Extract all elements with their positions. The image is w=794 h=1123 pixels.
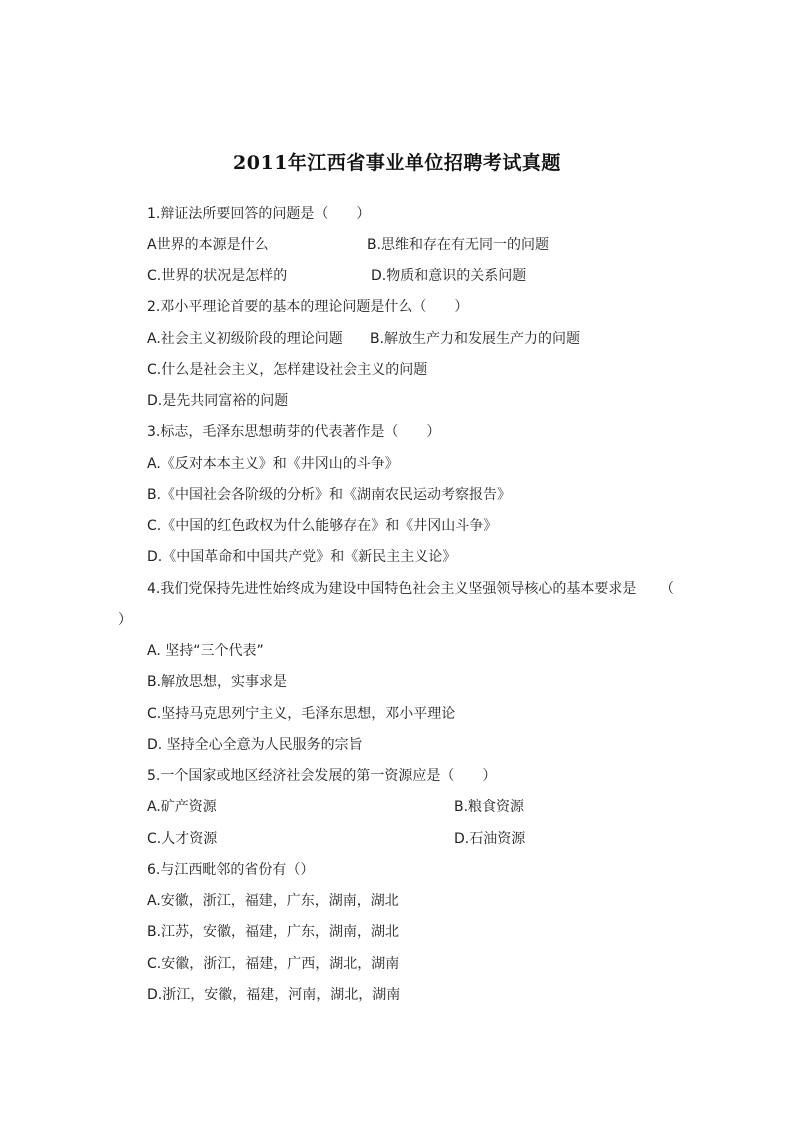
question-4-option-d: D. 坚持全心全意为人民服务的宗旨: [147, 737, 363, 753]
question-1-stem: 1.辩证法所要回答的问题是（ ）: [147, 206, 371, 222]
question-2-option-b: B.解放生产力和发展生产力的问题: [370, 331, 581, 347]
question-5-stem: 5.一个国家或地区经济社会发展的第一资源应是（ ）: [147, 768, 497, 784]
question-1-option-a: A世界的本源是什么: [147, 237, 269, 253]
question-5-option-d: D.石油资源: [454, 831, 526, 847]
question-1-option-d: D.物质和意识的关系问题: [371, 268, 527, 284]
question-3-stem: 3.标志，毛泽东思想萌芽的代表著作是（ ）: [147, 424, 441, 440]
question-3-option-a: A.《反对本本主义》和《井冈山的斗争》: [147, 456, 399, 472]
question-6-option-a: A.安徽，浙江，福建，广东，湖南，湖北: [147, 893, 399, 909]
question-6-option-d: D.浙江，安徽，福建，河南，湖北，湖南: [147, 987, 401, 1003]
question-2-option-d: D.是先共同富裕的问题: [147, 393, 289, 409]
question-3-option-b: B.《中国社会各阶级的分析》和《湖南农民运动考察报告》: [147, 487, 512, 503]
question-1-option-c: C.世界的状况是怎样的: [147, 268, 288, 284]
question-1-option-b: B.思维和存在有无同一的问题: [367, 237, 550, 253]
question-2-stem: 2.邓小平理论首要的基本的理论问题是什么（ ）: [147, 299, 469, 315]
question-4-option-c: C.坚持马克思列宁主义，毛泽东思想，邓小平理论: [147, 706, 456, 722]
question-5-option-b: B.粮食资源: [454, 799, 525, 815]
question-5-option-c: C.人才资源: [147, 831, 218, 847]
question-4-option-b: B.解放思想，实事求是: [147, 674, 288, 690]
question-3-option-c: C.《中国的红色政权为什么能够存在》和《井冈山斗争》: [147, 518, 498, 534]
page-title: 2011年江西省事业单位招聘考试真题: [233, 152, 561, 174]
question-5-option-a: A.矿产资源: [147, 799, 217, 815]
question-2-option-a: A.社会主义初级阶段的理论问题: [147, 331, 343, 347]
question-6-option-b: B.江苏，安徽，福建，广东，湖南，湖北: [147, 924, 400, 940]
question-6-option-c: C.安徽，浙江，福建，广西，湖北，湖南: [147, 956, 400, 972]
question-4-option-a: A. 坚持“三个代表”: [147, 643, 264, 659]
question-4-stem: 4.我们党保持先进性始终成为建设中国特色社会主义坚强领导核心的基本要求是: [147, 581, 637, 597]
question-6-stem: 6.与江西毗邻的省份有（）: [147, 862, 315, 878]
question-4-paren-open: （: [660, 581, 674, 597]
question-2-option-c: C.什么是社会主义，怎样建设社会主义的问题: [147, 362, 428, 378]
question-3-option-d: D.《中国革命和中国共产党》和《新民主主义论》: [147, 549, 457, 565]
question-4-paren-close: ）: [118, 612, 132, 628]
